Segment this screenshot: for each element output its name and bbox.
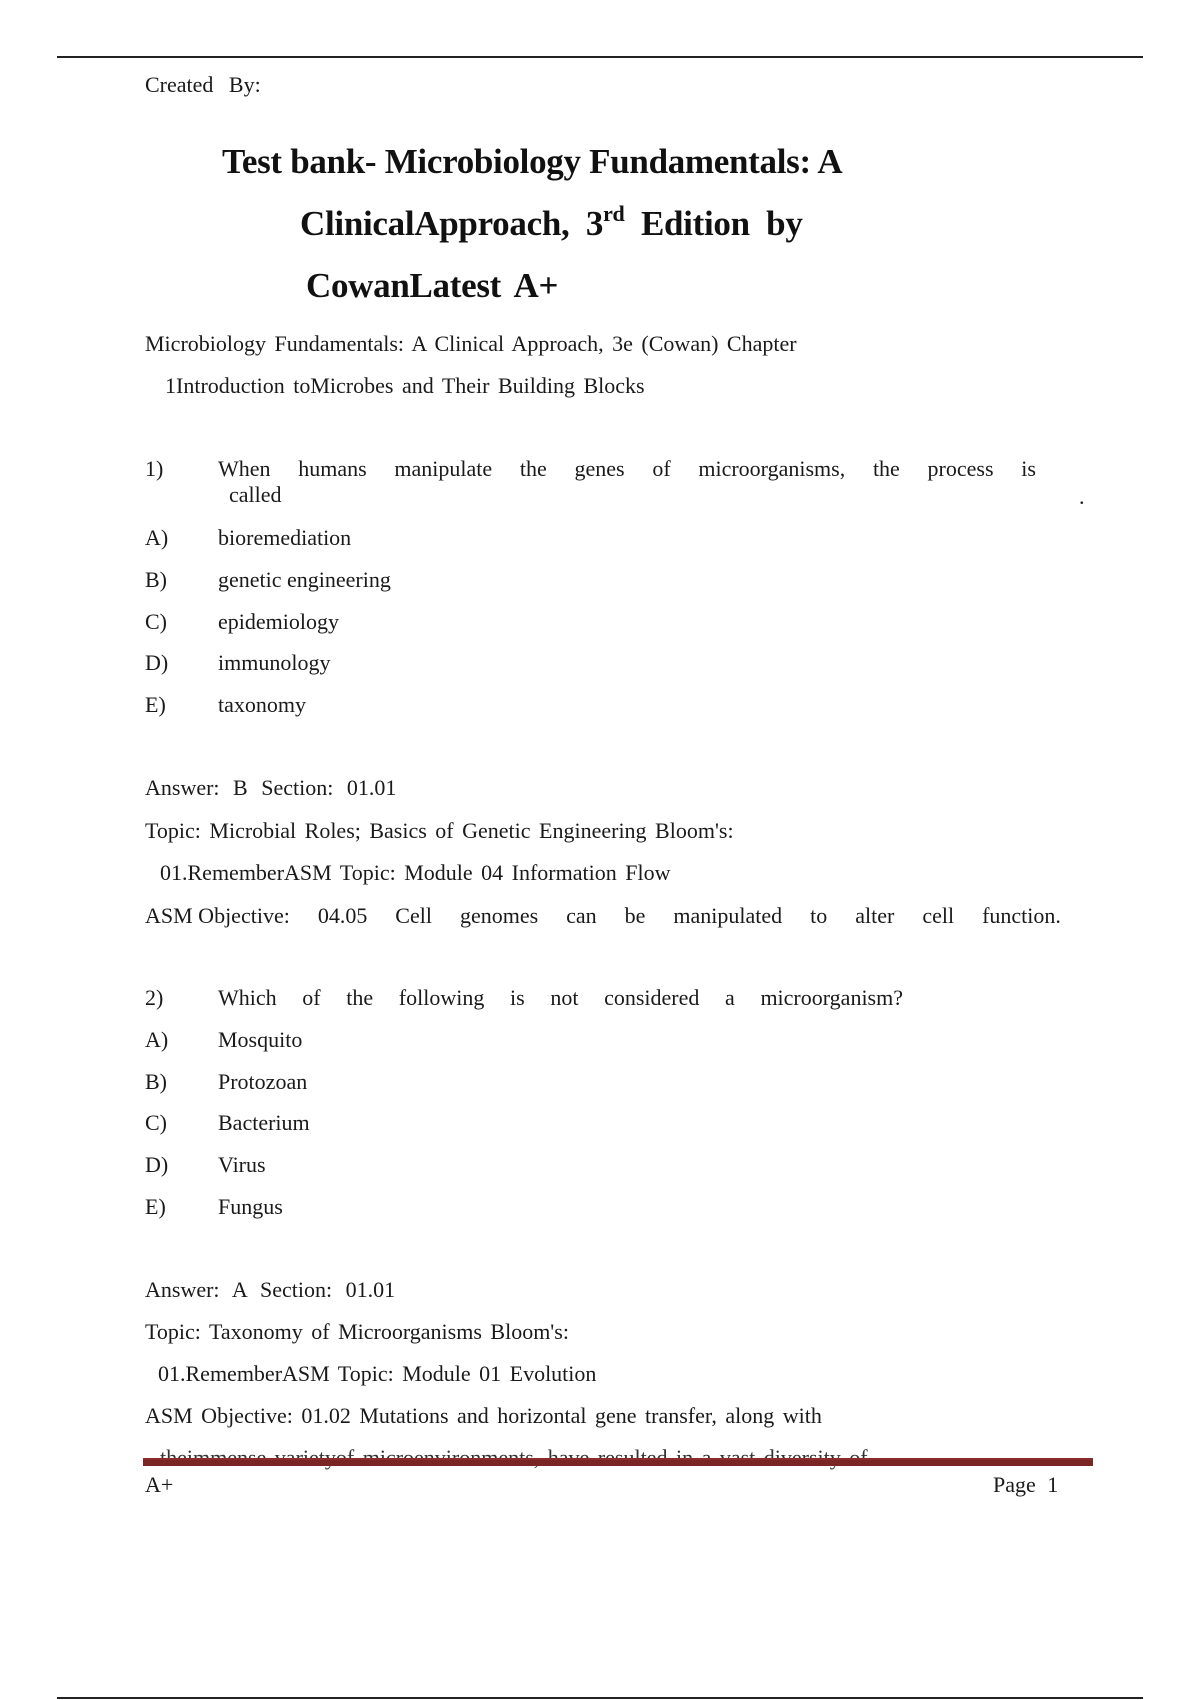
q1-bloom-asm-topic: 01.RememberASM Topic: Module 04 Information Flow [160, 860, 671, 885]
q1-word: the [872, 456, 900, 481]
chapter-subtitle-line-1: Microbiology Fundamentals: A Clinical Approach, 3e (Cowan) Chapter [145, 331, 797, 356]
page-break-bar [143, 1460, 1093, 1466]
question-1-number: 1) [145, 456, 164, 481]
question-1-continuation: called [229, 482, 282, 507]
q1-option-text: bioremediation [218, 525, 352, 550]
q1-objective-word: manipulated [673, 903, 783, 928]
q2-word: is [510, 985, 525, 1010]
q1-option-text: taxonomy [218, 692, 306, 717]
document-title-line-2 [300, 201, 803, 244]
q2-bloom-asm-topic: 01.RememberASM Topic: Module 01 Evolution [158, 1361, 597, 1386]
created-by-label: Created By: [145, 72, 261, 97]
q2-option-label: B) [145, 1069, 167, 1094]
q1-asm-objective [145, 903, 1061, 929]
q1-word: genes [574, 456, 625, 481]
footer-left-text: A+ [145, 1472, 174, 1497]
chapter-subtitle-line-2: 1Introduction toMicrobes and Their Building Blocks [165, 373, 645, 398]
q2-option-text: Mosquito [218, 1027, 303, 1052]
question-1-text [218, 456, 1036, 482]
q2-option-text: Fungus [218, 1194, 283, 1219]
q1-word: microorganisms, [698, 456, 846, 481]
q1-objective-word: cell [922, 903, 955, 928]
q2-option-label: D) [145, 1152, 169, 1177]
q2-option-label: E) [145, 1194, 166, 1219]
q2-option-label: A) [145, 1027, 169, 1052]
q1-option-label: D) [145, 650, 169, 675]
q1-word: of [652, 456, 671, 481]
q2-option-text: Virus [218, 1152, 266, 1177]
title-line-2-pre: ClinicalApproach, 3 [300, 204, 604, 243]
document-title-line-1: Test bank- Microbiology Fundamentals: A [222, 142, 843, 181]
title-superscript: rd [603, 201, 625, 226]
q1-option-label: A) [145, 525, 169, 550]
q1-objective-word: ASM Objective: [145, 903, 290, 928]
q1-word: is [1021, 456, 1036, 481]
q2-answer: Answer: A Section: 01.01 [145, 1277, 396, 1302]
q1-word: humans [298, 456, 367, 481]
bottom-rule [57, 1697, 1143, 1699]
document-title-line-3: CowanLatest A+ [306, 266, 559, 305]
q1-option-label: C) [145, 609, 167, 634]
q2-word: microorganism? [760, 985, 903, 1010]
q1-topic: Topic: Microbial Roles; Basics of Genetic Engineering Bloom's: [145, 818, 734, 843]
page-number: Page 1 [993, 1472, 1059, 1497]
q1-objective-word: be [624, 903, 646, 928]
q2-word: not [550, 985, 579, 1010]
q2-asm-objective: ASM Objective: 01.02 Mutations and horizontal gene transfer, along with [145, 1403, 822, 1428]
q2-word: the [346, 985, 374, 1010]
q2-topic: Topic: Taxonomy of Microorganisms Bloom's: [145, 1319, 569, 1344]
q1-option-label: B) [145, 567, 167, 592]
q1-option-text: immunology [218, 650, 331, 675]
title-line-2-post: Edition by [624, 204, 803, 243]
q1-objective-word: function. [982, 903, 1061, 928]
q1-option-text: epidemiology [218, 609, 339, 634]
q1-option-label: E) [145, 692, 166, 717]
q2-option-text: Protozoan [218, 1069, 308, 1094]
q2-word: following [398, 985, 485, 1010]
q2-option-text: Bacterium [218, 1110, 310, 1135]
q2-option-label: C) [145, 1110, 167, 1135]
q2-word: considered [604, 985, 700, 1010]
question-2-number: 2) [145, 985, 164, 1010]
q2-word: of [302, 985, 321, 1010]
q1-option-text: genetic engineering [218, 567, 391, 592]
q1-objective-word: to [810, 903, 828, 928]
q1-objective-word: alter [855, 903, 895, 928]
q1-word: manipulate [394, 456, 493, 481]
question-2-text [218, 985, 903, 1011]
q1-word: the [519, 456, 547, 481]
q1-answer: Answer: B Section: 01.01 [145, 775, 397, 800]
q2-word: a [725, 985, 735, 1010]
q2-word: Which [218, 985, 277, 1010]
q1-word: process [927, 456, 994, 481]
q1-objective-word: can [566, 903, 597, 928]
question-1-blank-period: . [1079, 484, 1085, 509]
top-rule [57, 56, 1143, 58]
q1-word: When [218, 456, 271, 481]
q1-objective-word: genomes [459, 903, 539, 928]
q1-objective-word: 04.05 [317, 903, 368, 928]
q1-objective-word: Cell [395, 903, 432, 928]
